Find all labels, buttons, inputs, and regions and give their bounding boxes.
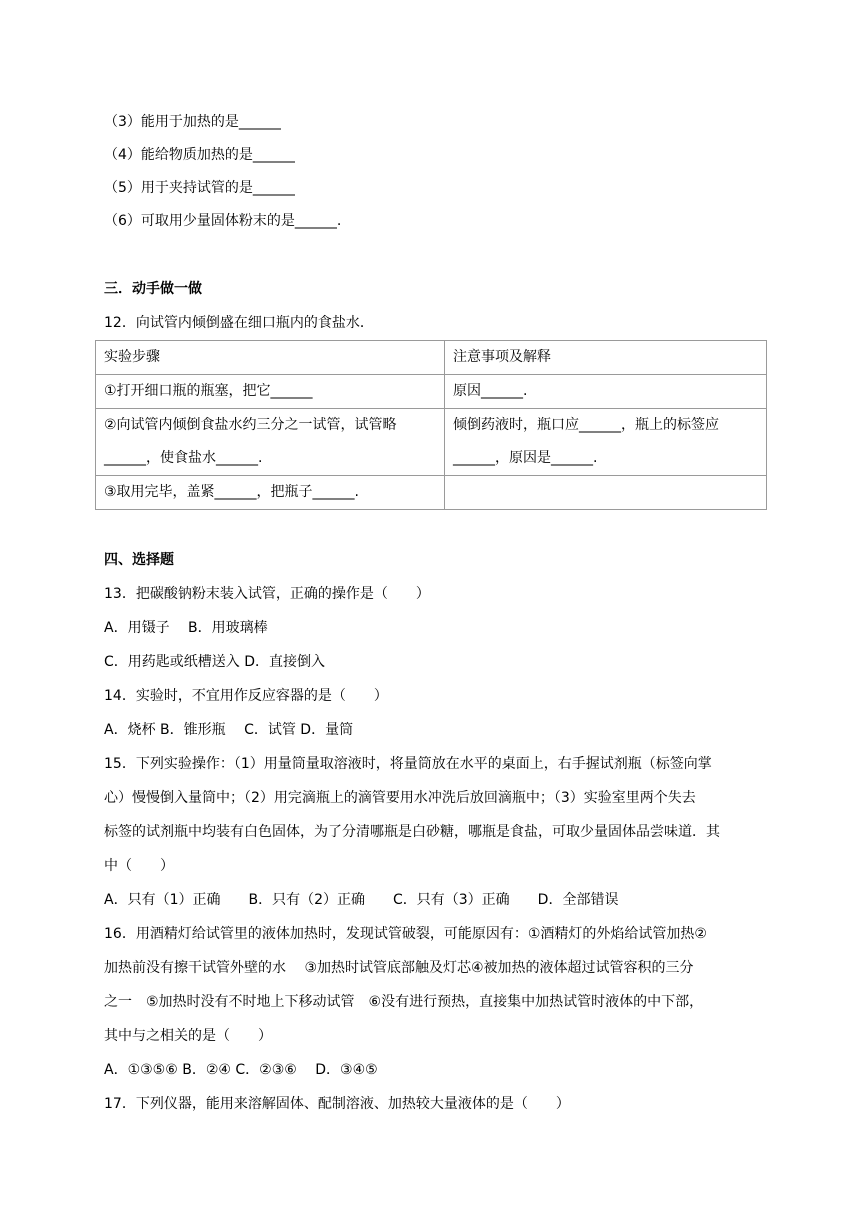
table-cell-step bbox=[96, 476, 445, 510]
option-line: A．①③⑤⑥ B．②④ C．②③⑥ D．③④⑤ bbox=[104, 1062, 378, 1078]
cell-text: ②向试管内倾倒食盐水约三分之一试管，试管略 bbox=[104, 417, 397, 433]
cell-text: ①打开细口瓶的瓶塞，把它______ bbox=[104, 383, 313, 399]
question-item: （5）用于夹持试管的是______ bbox=[104, 180, 295, 196]
option-line: A．只有（1）正确 B．只有（2）正确 C．只有（3）正确 D．全部错误 bbox=[104, 892, 619, 908]
cell-text: ______，使食盐水______. bbox=[104, 450, 263, 466]
option-line: A．烧杯 B．锥形瓶 C．试管 D．量筒 bbox=[104, 722, 354, 738]
question-line: 心）慢慢倒入量筒中；（2）用完滴瓶上的滴管要用水冲洗后放回滴瓶中；（3）实验室里两个失去 bbox=[104, 790, 696, 806]
question-item: （6）可取用少量固体粉末的是______. bbox=[104, 213, 342, 229]
section-heading: 四、选择题 bbox=[104, 552, 174, 568]
table-row bbox=[96, 409, 767, 476]
question-line: 中（ ） bbox=[104, 858, 174, 874]
option-line: A．用镊子 B．用玻璃棒 bbox=[104, 620, 268, 636]
table-cell-step bbox=[96, 375, 445, 409]
question-line: 加热前没有擦干试管外壁的水 ③加热时试管底部触及灯芯④被加热的液体超过试管容积的三分 bbox=[104, 960, 694, 976]
section-heading: 三．动手做一做 bbox=[104, 281, 202, 297]
cell-text: ______，原因是______. bbox=[453, 450, 598, 466]
cell-text: 倾倒药液时，瓶口应______，瓶上的标签应 bbox=[453, 417, 719, 433]
table-cell-note bbox=[445, 375, 767, 409]
question-line: 15．下列实验操作：（1）用量筒量取溶液时，将量筒放在水平的桌面上，右手握试剂瓶（标签向掌 bbox=[104, 756, 712, 772]
question-line: 其中与之相关的是（ ） bbox=[104, 1028, 272, 1044]
question-12: 12．向试管内倾倒盛在细口瓶内的食盐水． bbox=[104, 315, 374, 331]
cell-text: ③取用完毕，盖紧______，把瓶子______. bbox=[104, 484, 360, 500]
table-header-cell: 注意事项及解释 bbox=[445, 341, 767, 375]
table-header-cell: 实验步骤 bbox=[96, 341, 445, 375]
question-line: 标签的试剂瓶中均装有白色固体，为了分清哪瓶是白砂糖，哪瓶是食盐，可取少量固体品尝味道．其 bbox=[104, 824, 720, 840]
question-line: 17．下列仪器，能用来溶解固体、配制溶液、加热较大量液体的是（ ） bbox=[104, 1096, 570, 1112]
table-cell-note bbox=[445, 409, 767, 476]
cell-text: 原因______. bbox=[453, 383, 528, 399]
question-line: 之一 ⑤加热时没有不时地上下移动试管 ⑥没有进行预热，直接集中加热试管时液体的中下部， bbox=[104, 994, 704, 1010]
experiment-table bbox=[95, 340, 767, 510]
question-line: 16．用酒精灯给试管里的液体加热时，发现试管破裂，可能原因有：①酒精灯的外焰给试管加热② bbox=[104, 926, 707, 942]
option-line: C．用药匙或纸槽送入 D．直接倒入 bbox=[104, 654, 326, 670]
question-item: （4）能给物质加热的是______ bbox=[104, 147, 295, 163]
question-line: 14．实验时，不宜用作反应容器的是（ ） bbox=[104, 688, 388, 704]
question-item: （3）能用于加热的是______ bbox=[104, 114, 281, 130]
table-cell-step bbox=[96, 409, 445, 476]
question-line: 13．把碳酸钠粉末装入试管，正确的操作是（ ） bbox=[104, 586, 430, 602]
table-row bbox=[96, 375, 767, 409]
table-header-row bbox=[96, 341, 767, 375]
table-row bbox=[96, 476, 767, 510]
table-cell-note bbox=[445, 476, 767, 510]
